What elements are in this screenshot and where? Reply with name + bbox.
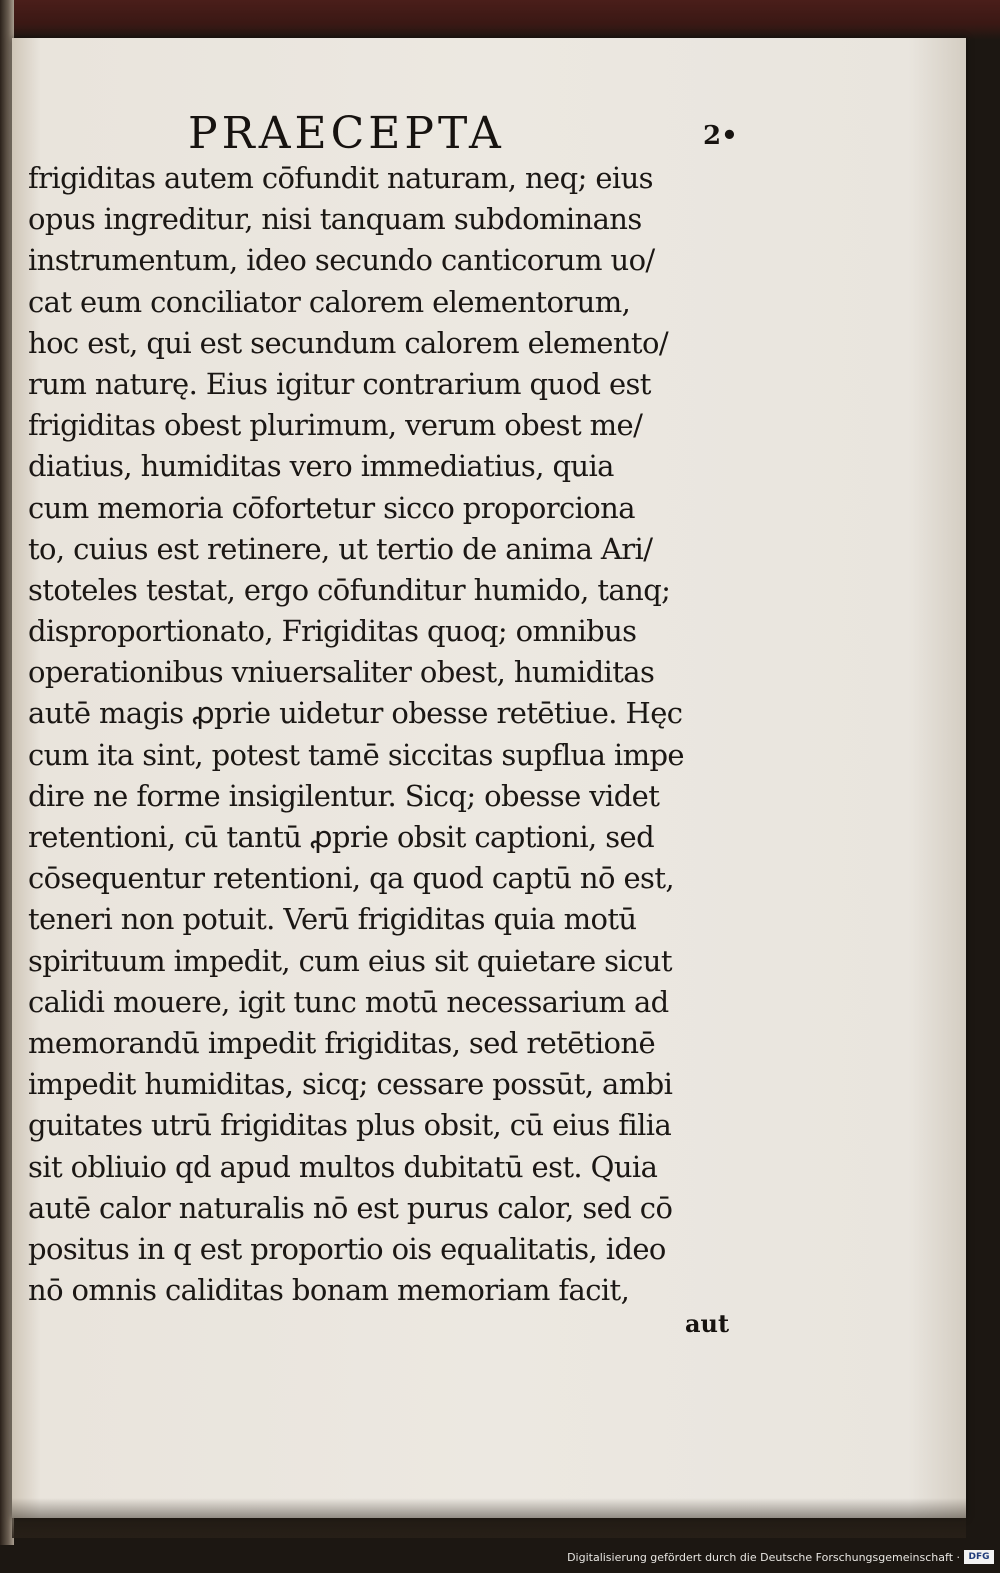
text-line: instrumentum, ideo secundo canticorum uo/	[28, 243, 655, 278]
text-line: autē magis ꝓprie uidetur obesse retētiue. Hęc	[28, 696, 683, 731]
text-line: retentioni, cū tantū ꝓprie obsit captioni, sed	[28, 820, 655, 854]
text-line: dire ne forme insigilentur. Sicq; obesse videt	[28, 778, 660, 813]
text-line: rum naturę. Eius igitur contrarium quod est	[28, 366, 651, 401]
text-line: spirituum impedit, cum eius sit quietare sicut	[28, 943, 672, 978]
text-line: cum memoria cōfortetur sicco proporciona	[28, 490, 635, 525]
text-line: to, cuius est retinere, ut tertio de anima Ari/	[28, 531, 653, 566]
funding-credit: Digitalisierung gefördert durch die Deutsche Forschungsgemeinschaft ·	[567, 1551, 960, 1564]
text-line: cat eum conciliator calorem elementorum,	[28, 284, 631, 319]
text-line: cōsequentur retentioni, qa quod captū nō est,	[28, 861, 675, 896]
text-line: positus in q est proportio ois equalitatis, ideo	[28, 1231, 666, 1266]
page-bottom-shadow	[12, 1498, 966, 1538]
text-line: calidi mouere, igit tunc motū necessarium ad	[28, 984, 669, 1019]
text-line: guitates utrū frigiditas plus obsit, cū eius filia	[28, 1108, 672, 1143]
catchword: aut	[685, 1309, 730, 1338]
text-line: frigiditas autem cōfundit naturam, neq; eius	[28, 161, 653, 195]
page-title: PRAECEPTA	[188, 108, 505, 159]
folio-number: 2•	[703, 121, 738, 151]
text-line: diatius, humiditas vero immediatius, quia	[28, 449, 614, 484]
text-line: hoc est, qui est secundum calorem elemento/	[28, 325, 669, 360]
text-line: sit obliuio qd apud multos dubitatū est. Quia	[28, 1149, 658, 1184]
text-line: opus ingreditur, nisi tanquam subdominans	[28, 202, 642, 237]
text-line: teneri non potuit. Verū frigiditas quia motū	[28, 902, 637, 937]
running-head	[0, 104, 1000, 164]
text-line: operationibus vniuersaliter obest, humiditas	[28, 655, 655, 690]
text-line: disproportionato, Frigiditas quoq; omnibus	[28, 614, 637, 649]
text-line: memorandū impedit frigiditas, sed retētionē	[28, 1025, 656, 1060]
digitization-footer	[0, 1545, 1000, 1573]
book-edge-top	[0, 0, 1000, 40]
body-text	[28, 158, 758, 1311]
text-line: nō omnis caliditas bonam memoriam facit,	[28, 1273, 630, 1308]
text-line: autē calor naturalis nō est purus calor, sed cō	[28, 1190, 673, 1225]
text-line: frigiditas obest plurimum, verum obest me/	[28, 408, 643, 443]
text-line: impedit humiditas, sicq; cessare possūt, ambi	[28, 1067, 673, 1102]
text-line: stoteles testat, ergo cōfunditur humido, tanq;	[28, 572, 671, 607]
dfg-logo-icon: DFG	[964, 1550, 994, 1564]
text-line: cum ita sint, potest tamē siccitas supflua impe	[28, 737, 684, 772]
